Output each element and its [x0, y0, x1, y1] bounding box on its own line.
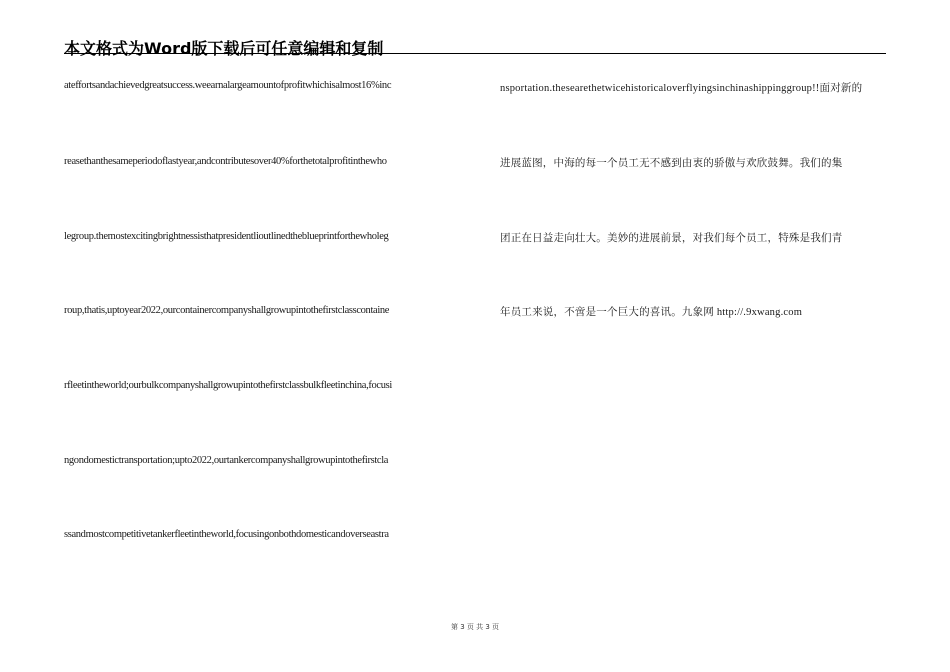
right-text-line: 进展蓝图，中海的每一个员工无不感到由衷的骄傲与欢欣鼓舞。我们的集 — [500, 158, 843, 169]
left-text-line: rfleetintheworld;ourbulkcompanyshallgrowupintothefirstclassbulkfleetinchina,focusi — [64, 380, 392, 391]
right-text-line: 团正在日益走向壮大。美妙的进展前景，对我们每个员工，特殊是我们青 — [500, 233, 843, 244]
left-text-line: roup,thatis,uptoyear2022,ourcontainercompanyshallgrowupintothefirstclasscontaine — [64, 305, 390, 316]
left-text-line: ssandmostcompetitivetankerfleetintheworld,focusingonbothdomesticandoverseastra — [64, 529, 389, 540]
right-text-line: 年员工来说，不啻是一个巨大的喜讯。九象网 http://.9xwang.com — [500, 307, 803, 318]
left-text-line: ngondomestictransportation;upto2022,ourtankercompanyshallgrowupintothefirstcla — [64, 455, 389, 466]
header-divider — [64, 53, 886, 54]
left-text-line: reasethanthesameperiodoflastyear,andcontributesover40%forthetotalprofitinthewho — [64, 156, 387, 167]
right-text-line: nsportation.thesearethetwicehistoricaloverflyingsinchinashippinggroup!!面对新的 — [500, 83, 863, 94]
document-header-title: 本文格式为Word版下载后可任意编辑和复制 — [64, 39, 384, 58]
left-text-line: ateffortsandachievedgreatsuccess.weearnalargeamountofprofitwhichisalmost16%inc — [64, 80, 392, 91]
page-number-footer: 第 3 页 共 3 页 — [450, 623, 500, 631]
left-text-line: legroup.themostexcitingbrightnessisthatpresidentlioutlinedtheblueprintforthewholeg — [64, 231, 389, 242]
